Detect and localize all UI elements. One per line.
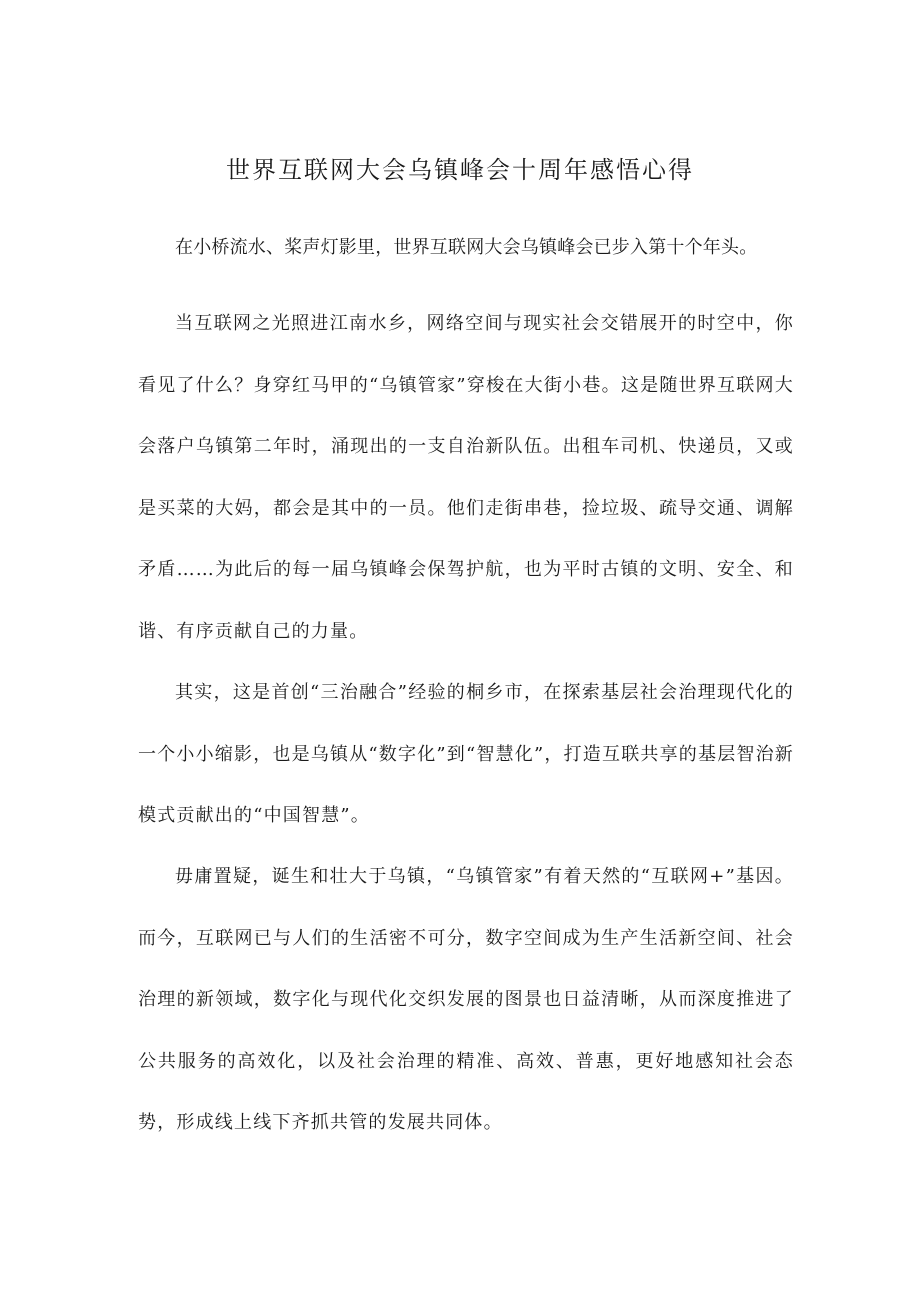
- paragraph: 其实，这是首创“三治融合”经验的桐乡市，在探索基层社会治理现代化的一个小小缩影，也是乌镇从“数字化”到“智慧化”，打造互联共享的基层智治新模式贡献出的“中国智慧”。: [138, 682, 795, 826]
- paragraph: 在小桥流水、桨声灯影里，世界互联网大会乌镇峰会已步入第十个年头。: [175, 237, 758, 258]
- paragraph: 当互联网之光照进江南水乡，网络空间与现实社会交错展开的时空中，你看见了什么？身穿红马甲的“乌镇管家”穿梭在大街小巷。这是随世界互联网大会落户乌镇第二年时，涌现出的一支自治新队伍。出租车司机、快递员，又或是买菜的大妈，都会是其中的一员。他们走街串巷，捡垃圾、疏导交通、调解矛盾……为此后的每一届乌镇峰会保驾护航，也为平时古镇的文明、安全、和谐、有序贡献自己的力量。: [138, 313, 794, 642]
- paragraph: 毋庸置疑，诞生和壮大于乌镇，“乌镇管家”有着天然的“互联网+”基因。而今，互联网已与人们的生活密不可分，数字空间成为生产生活新空间、社会治理的新领域，数字化与现代化交织发展的图景也日益清晰，从而深度推进了公共服务的高效化，以及社会治理的精准、高效、普惠，更好地感知社会态势，形成线上线下齐抓共管的发展共同体。: [138, 866, 794, 1133]
- document-title: 世界互联网大会乌镇峰会十周年感悟心得: [226, 156, 694, 184]
